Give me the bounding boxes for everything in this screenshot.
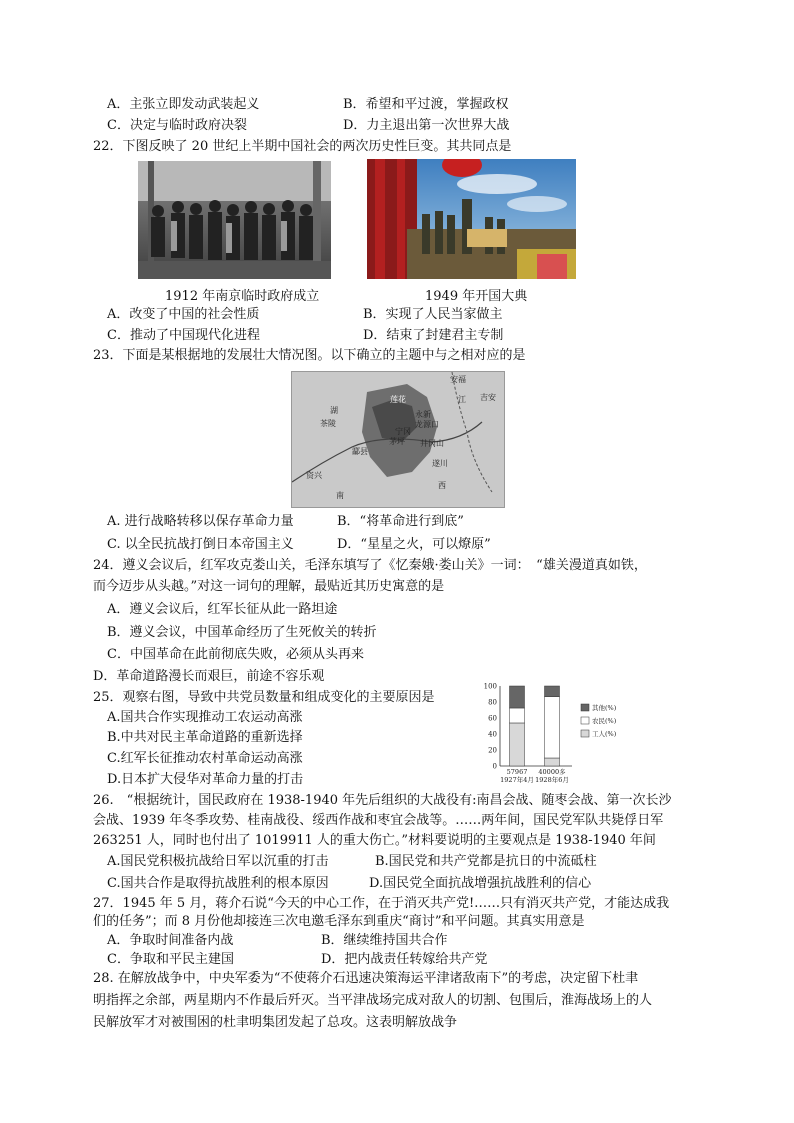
q22-option-d: D．结束了封建君主专制 (363, 328, 504, 343)
q27-option-d: D．把内战责任转嫁给共产党 (321, 952, 488, 967)
chart-bar-segment (510, 686, 525, 708)
q24-line1: 24．遵义会议后，红军攻克娄山关，毛泽东填写了《忆秦娥·娄山关》一词： “雄关漫道真如铁， (93, 558, 647, 573)
q28-line1: 28. 在解放战争中，中央军委为“不使蒋介石迅速决策海运平津诸敌南下”的考虑，决定留下杜聿 (93, 971, 639, 986)
chart-y-tick-label: 20 (488, 746, 497, 755)
chart-legend-label: 工人(%) (592, 730, 617, 738)
map-label-xi: 西 (438, 481, 446, 490)
q23-option-b: B．“将革命进行到底” (337, 514, 464, 529)
q22-option-a: A．改变了中国的社会性质 (107, 307, 260, 322)
q25-option-a: A.国共合作实现推动工农运动高涨 (107, 710, 303, 725)
q21-option-a: A．主张立即发动武装起义 (107, 97, 260, 112)
chart-category-count: 40000多 (538, 768, 566, 776)
map-label-lingxian: 酃县 (352, 447, 368, 456)
map-label-jian: 吉安 (480, 393, 496, 402)
map-label-suichuan: 遂川 (432, 459, 448, 468)
chart-legend-swatch (581, 717, 589, 724)
q24-line2: 而今迈步从头越。”对这一词句的理解，最贴近其历史寓意的是 (93, 579, 445, 594)
q26-option-a: A.国民党积极抗战给日军以沉重的打击 (107, 854, 329, 869)
map-label-nan: 南 (336, 491, 344, 500)
q27-option-a: A．争取时间准备内战 (107, 933, 234, 948)
q26-line2: 会战、1939 年冬季攻势、桂南战役、绥西作战和枣宜会战等。……两年间，国民党军队共毙俘日军 (93, 813, 664, 828)
q23-option-c: C. 以全民抗战打倒日本帝国主义 (107, 537, 294, 552)
q27-option-b: B．继续维持国共合作 (321, 933, 448, 948)
q25-option-b: B.中共对民主革命道路的重新选择 (107, 730, 303, 745)
chart-legend-swatch (581, 704, 589, 711)
map-label-longyuankou: 龙源口 (415, 420, 439, 429)
chart-legend-label: 农民(%) (592, 717, 617, 725)
q26-line3: 263251 人，同时也付出了 1019911 人的重大伤亡。”材料要说明的主要观点是 1938-1940 年间 (93, 833, 656, 848)
caption-1912: 1912 年南京临时政府成立 (165, 289, 320, 304)
chart-y-tick-label: 80 (488, 698, 497, 707)
chart-legend-swatch (581, 730, 589, 737)
q22-stem: 22．下图反映了 20 世纪上半期中国社会的两次历史性巨变。其共同点是 (93, 139, 512, 154)
map-label-zixing: 资兴 (306, 471, 322, 480)
chart-y-tick-label: 60 (488, 714, 497, 723)
q23-option-d: D．“星星之火，可以燎原” (337, 537, 491, 552)
q26-option-d: D.国民党全面抗战增强抗战胜利的信心 (369, 876, 592, 891)
map-label-jiang: 江 (458, 395, 466, 404)
chart-y-tick-label: 0 (492, 762, 497, 771)
map-label-maoping: 茅坪 (389, 437, 405, 446)
map-label-ninggang: 宁冈 (395, 427, 411, 436)
chart-bar-segment (545, 758, 560, 766)
q25-option-c: C.红军长征推动农村革命运动高涨 (107, 751, 303, 766)
party-composition-chart (478, 680, 638, 786)
chart-category-count: 57967 (506, 768, 528, 776)
map-label-chaling: 茶陵 (320, 419, 336, 428)
chart-bar-segment (510, 723, 525, 766)
q26-option-b: B.国民党和共产党都是抗日的中流砥柱 (375, 854, 597, 869)
map-label-anfu: 安福 (450, 375, 466, 384)
q27-line2: 们的任务”；而 8 月份他却接连三次电邀毛泽东到重庆“商讨”和平问题。其真实用意是 (93, 914, 585, 929)
chart-category-label: 1927年4月 (500, 776, 534, 784)
q21-option-d: D．力主退出第一次世界大战 (343, 118, 510, 133)
chart-legend-label: 其他(%) (592, 704, 617, 712)
chart-category-label: 1928年6月 (535, 776, 569, 784)
photo-founding-ceremony-1949 (367, 159, 576, 279)
q25-option-d: D.日本扩大侵华对革命力量的打击 (107, 772, 304, 787)
chart-y-tick-label: 40 (488, 730, 497, 739)
q27-line1: 27．1945 年 5 月，蒋介石说“今天的中心工作，在于消灭共产党!……只有消灭共产党，才能达成我 (93, 896, 670, 911)
q28-line2: 明指挥之余部，两星期内不作最后歼灭。当平津战场完成对敌人的切割、包围后，淮海战场上的人 (93, 993, 653, 1008)
base-area-map (291, 371, 505, 508)
q22-option-b: B．实现了人民当家做主 (363, 307, 503, 322)
chart-bar-segment (545, 697, 560, 758)
map-label-lianhua: 莲花 (390, 395, 406, 404)
q26-line1: 26. “根据统计，国民政府在 1938-1940 年先后组织的大战役有:南昌会战、随枣会战、第一次长沙 (93, 793, 672, 808)
map-label-hu: 湖 (330, 406, 338, 415)
map-label-jinggangshan: 井冈山 (420, 439, 444, 448)
q22-option-c: C．推动了中国现代化进程 (107, 328, 260, 343)
photo-nanjing-1912 (138, 161, 331, 279)
q24-option-b: B．遵义会议，中国革命经历了生死攸关的转折 (107, 625, 377, 640)
q25-stem: 25．观察右图，导致中共党员数量和组成变化的主要原因是 (93, 690, 435, 705)
chart-y-tick-label: 100 (483, 682, 497, 691)
chart-bar-segment (545, 686, 560, 697)
q21-option-b: B．希望和平过渡，掌握政权 (343, 97, 509, 112)
q26-option-c: C.国共合作是取得抗战胜利的根本原因 (107, 876, 329, 891)
caption-1949: 1949 年开国大典 (425, 289, 528, 304)
q24-option-c: C．中国革命在此前彻底失败，必须从头再来 (107, 647, 364, 662)
q27-option-c: C．争取和平民主建国 (107, 952, 234, 967)
map-label-yongxin: 永新 (415, 410, 431, 419)
q21-option-c: C．决定与临时政府决裂 (107, 118, 247, 133)
chart-bar-segment (510, 708, 525, 723)
q28-line3: 民解放军才对被围困的杜聿明集团发起了总攻。这表明解放战争 (93, 1015, 458, 1030)
q23-stem: 23．下面是某根据地的发展壮大情况图。以下确立的主题中与之相对应的是 (93, 348, 526, 363)
q24-option-a: A．遵义会议后，红军长征从此一路坦途 (107, 602, 338, 617)
q24-option-d: D．革命道路漫长而艰巨，前途不容乐观 (93, 669, 325, 684)
q23-option-a: A. 进行战略转移以保存革命力量 (107, 514, 294, 529)
